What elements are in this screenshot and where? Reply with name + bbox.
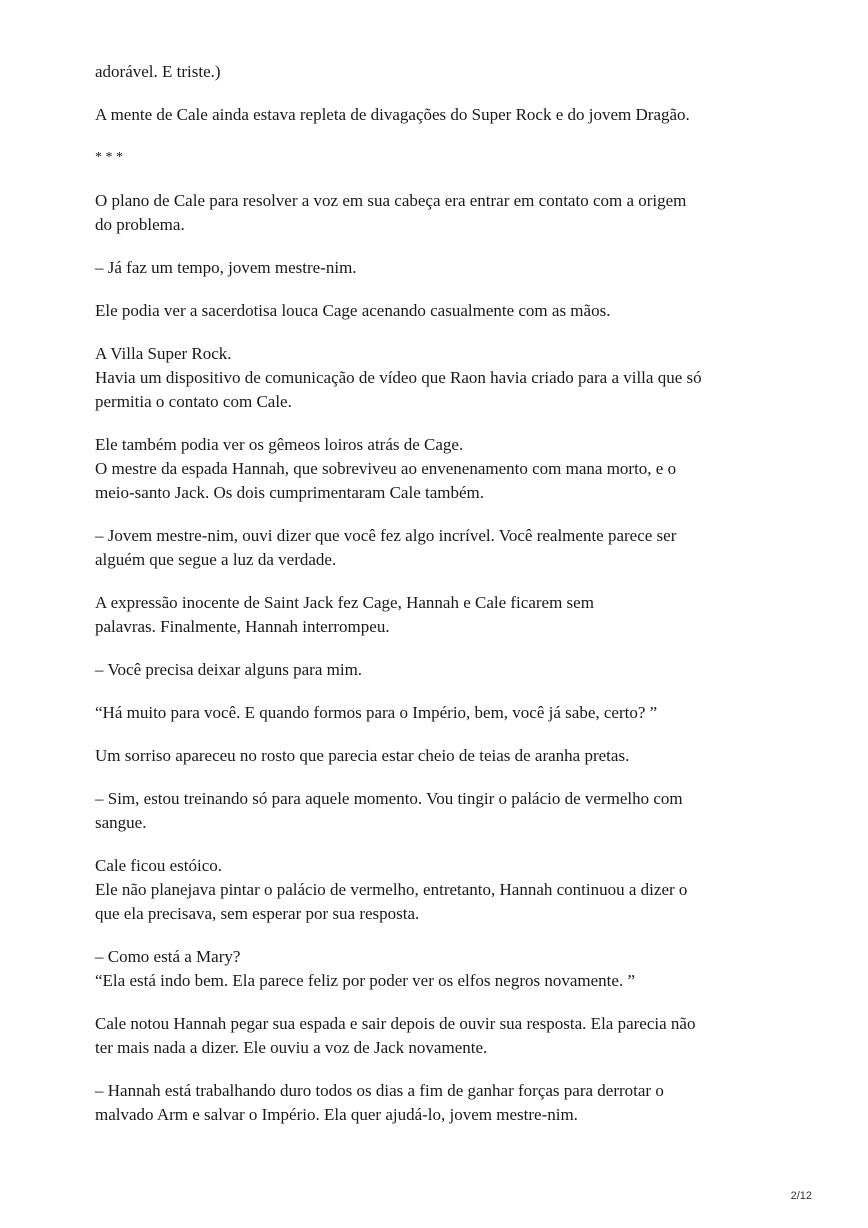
paragraph xyxy=(95,189,785,237)
paragraph xyxy=(95,60,785,84)
text-line: malvado Arm e salvar o Império. Ela quer ajudá-lo, jovem mestre-nim. xyxy=(95,1105,578,1124)
text-line: O mestre da espada Hannah, que sobreviveu ao envenenamento com mana morto, e o xyxy=(95,459,677,478)
paragraph xyxy=(95,701,785,725)
text-line: do problema. xyxy=(95,215,185,234)
text-line: A Villa Super Rock. xyxy=(95,344,232,363)
text-line: alguém que segue a luz da verdade. xyxy=(95,550,337,569)
paragraph xyxy=(95,433,785,505)
paragraph xyxy=(95,591,785,639)
paragraph xyxy=(95,744,785,768)
text-line: Ele não planejava pintar o palácio de vermelho, entretanto, Hannah continuou a dizer o xyxy=(95,880,688,899)
paragraph xyxy=(95,103,785,127)
text-line: adorável. E triste.) xyxy=(95,62,221,81)
text-line: “Há muito para você. E quando formos para o Império, bem, você já sabe, certo? ” xyxy=(95,703,658,722)
paragraph xyxy=(95,524,785,572)
paragraph xyxy=(95,854,785,926)
text-line: Cale ficou estóico. xyxy=(95,856,222,875)
text-line: Ele podia ver a sacerdotisa louca Cage acenando casualmente com as mãos. xyxy=(95,301,611,320)
paragraph xyxy=(95,658,785,682)
paragraph xyxy=(95,299,785,323)
text-line: Cale notou Hannah pegar sua espada e sair depois de ouvir sua resposta. Ela parecia não xyxy=(95,1014,696,1033)
text-line: Ele também podia ver os gêmeos loiros atrás de Cage. xyxy=(95,435,464,454)
text-line: meio-santo Jack. Os dois cumprimentaram Cale também. xyxy=(95,483,485,502)
text-line: sangue. xyxy=(95,813,147,832)
text-line: O plano de Cale para resolver a voz em sua cabeça era entrar em contato com a origem xyxy=(95,191,687,210)
text-line: – Hannah está trabalhando duro todos os dias a fim de ganhar forças para derrotar o xyxy=(95,1081,664,1100)
paragraph xyxy=(95,1079,785,1127)
text-line: – Já faz um tempo, jovem mestre-nim. xyxy=(95,258,357,277)
text-line: – Jovem mestre-nim, ouvi dizer que você fez algo incrível. Você realmente parece ser xyxy=(95,526,677,545)
text-line: A expressão inocente de Saint Jack fez Cage, Hannah e Cale ficarem sem xyxy=(95,593,594,612)
text-line: palavras. Finalmente, Hannah interrompeu. xyxy=(95,617,390,636)
text-line: * * * xyxy=(95,150,123,165)
text-line: – Como está a Mary? xyxy=(95,947,241,966)
text-line: A mente de Cale ainda estava repleta de divagações do Super Rock e do jovem Dragão. xyxy=(95,105,690,124)
text-line: – Você precisa deixar alguns para mim. xyxy=(95,660,363,679)
paragraph xyxy=(95,342,785,414)
text-line: Havia um dispositivo de comunicação de vídeo que Raon havia criado para a villa que só xyxy=(95,368,702,387)
document-body xyxy=(95,60,785,1146)
paragraph xyxy=(95,787,785,835)
paragraph xyxy=(95,945,785,993)
scene-break xyxy=(95,146,785,170)
text-line: que ela precisava, sem esperar por sua resposta. xyxy=(95,904,420,923)
page-number: 2/12 xyxy=(790,1190,812,1202)
text-line: ter mais nada a dizer. Ele ouviu a voz de Jack novamente. xyxy=(95,1038,488,1057)
paragraph xyxy=(95,1012,785,1060)
paragraph xyxy=(95,256,785,280)
text-line: permitia o contato com Cale. xyxy=(95,392,292,411)
text-line: “Ela está indo bem. Ela parece feliz por poder ver os elfos negros novamente. ” xyxy=(95,971,635,990)
text-line: – Sim, estou treinando só para aquele momento. Vou tingir o palácio de vermelho com xyxy=(95,789,683,808)
text-line: Um sorriso apareceu no rosto que parecia estar cheio de teias de aranha pretas. xyxy=(95,746,630,765)
